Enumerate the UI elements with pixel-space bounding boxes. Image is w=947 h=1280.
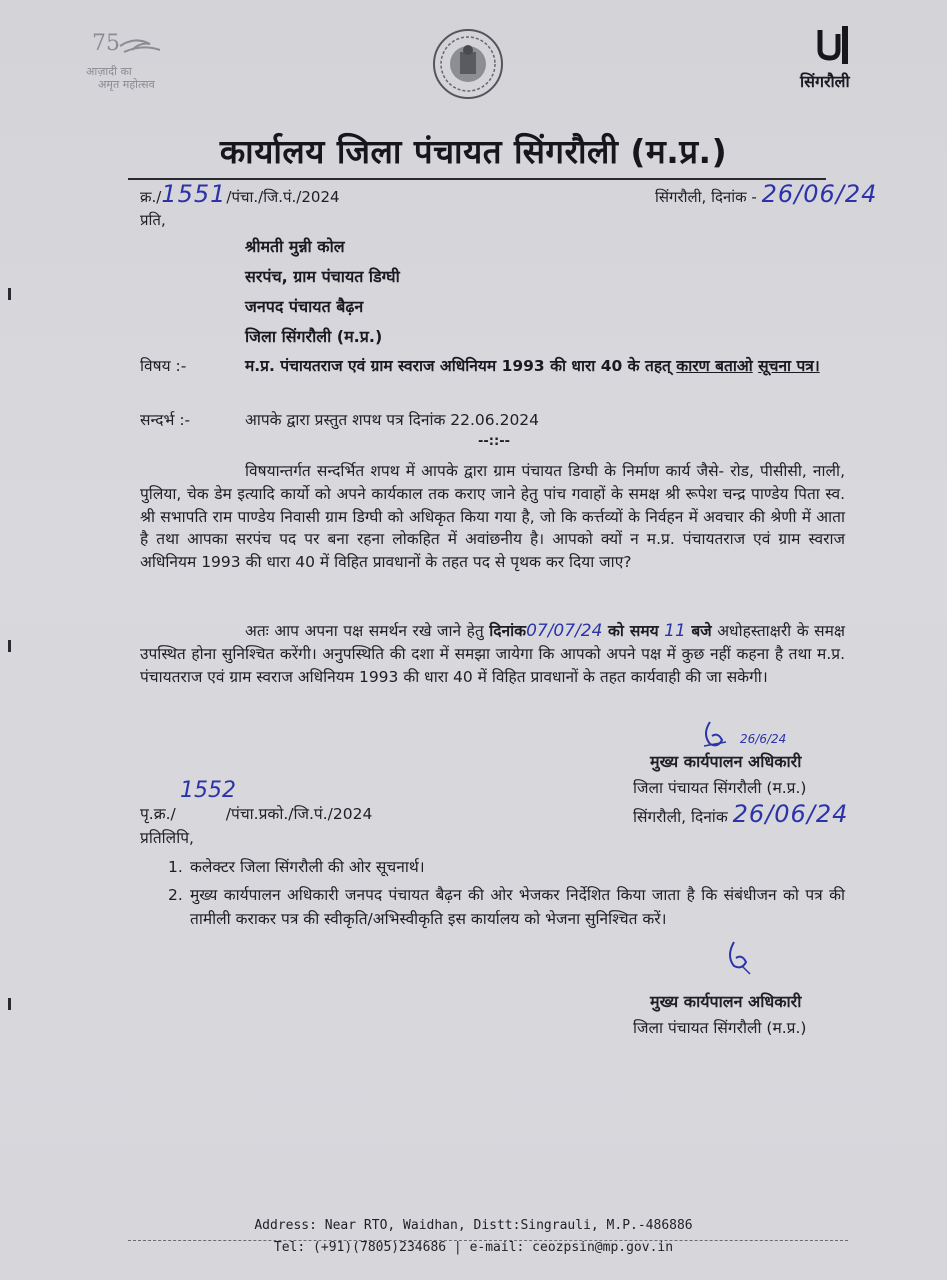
reference-text: आपके द्वारा प्रस्तुत शपथ पत्र दिनांक 22.06.2024 bbox=[245, 411, 540, 429]
signature-2-designation: मुख्य कार्यपालन अधिकारी bbox=[650, 992, 802, 1011]
azadi-logo-icon bbox=[80, 28, 170, 64]
copy-ref-number-handwritten: 1552 bbox=[180, 778, 236, 803]
cc-item-1-num: 1. bbox=[168, 858, 183, 876]
cc-item-2 bbox=[168, 884, 845, 931]
cc-item-1-text: कलेक्टर जिला सिंगरौली की ओर सूचनार्थ। bbox=[190, 858, 425, 876]
cc-label: प्रतिलिपि, bbox=[140, 829, 194, 847]
azadi-logo-line1: आज़ादी का bbox=[86, 65, 132, 78]
subject-label: विषय :- bbox=[140, 357, 187, 375]
addressee-line2: सरपंच, ग्राम पंचायत डिग्घी bbox=[245, 267, 400, 286]
subject-text-part1: म.प्र. पंचायतराज एवं ग्राम स्वराज अधिनियम 1993 की धारा 40 के तहत् bbox=[245, 357, 671, 375]
body-paragraph-2 bbox=[140, 620, 845, 688]
p2-part1: अतः आप अपना पक्ष समर्थन रखे जाने हेतु bbox=[245, 622, 484, 640]
svg-text:75: 75 bbox=[92, 31, 120, 56]
footer-address: Address: Near RTO, Waidhan, Distt:Singrauli, M.P.-486886 bbox=[254, 1218, 693, 1233]
singrauli-logo-label: सिंगरौली bbox=[800, 72, 850, 91]
edge-mark bbox=[8, 288, 11, 300]
footer-contact: Tel: (+91)(7805)234686 | e-mail: ceozpsin@mp.gov.in bbox=[273, 1240, 674, 1255]
state-emblem-icon bbox=[430, 26, 506, 102]
state-emblem bbox=[430, 26, 506, 102]
singrauli-logo bbox=[810, 24, 860, 66]
office-title: कार्यालय जिला पंचायत सिंगरौली (म.प्र.) bbox=[219, 132, 728, 171]
cc-item-2-text: मुख्य कार्यपालन अधिकारी जनपद पंचायत बैढ़न की ओर भेजकर निर्देशित किया जाता है कि संबंधीजन को पत्र की तामीली कराकर पत्र की स्वीकृति/अभिस्वीकृति इस कार्यालय को भेजना सुनिश्चित करें। bbox=[190, 886, 845, 928]
subject-text bbox=[245, 354, 850, 378]
cc-item-2-num: 2. bbox=[168, 886, 183, 904]
reference-label: सन्दर्भ :- bbox=[140, 411, 191, 429]
to-label: प्रति, bbox=[140, 211, 166, 229]
signature-1-office: जिला पंचायत सिंगरौली (म.प्र.) bbox=[633, 779, 807, 797]
singrauli-logo-icon bbox=[810, 24, 860, 66]
addressee-line3: जनपद पंचायत बैढ़न bbox=[245, 297, 364, 316]
copy-date-line bbox=[633, 800, 849, 828]
azadi-logo bbox=[80, 28, 190, 90]
signature-1-designation: मुख्य कार्यपालन अधिकारी bbox=[650, 752, 802, 771]
copy-date-label: सिंगरौली, दिनांक bbox=[633, 808, 728, 826]
title-divider bbox=[128, 178, 826, 180]
azadi-logo-line2: अमृत महोत्सव bbox=[98, 78, 155, 91]
ref-suffix: /पंचा./जि.पं./2024 bbox=[226, 188, 340, 206]
ref-date-line bbox=[655, 180, 878, 208]
copy-ref-suffix: /पंचा.प्रको./जि.पं./2024 bbox=[225, 805, 373, 823]
subject-text-part2: कारण बताओ bbox=[676, 357, 753, 375]
ref-number-line bbox=[140, 180, 340, 208]
addressee-line4: जिला सिंगरौली (म.प्र.) bbox=[245, 327, 383, 346]
separator: --::-- bbox=[478, 434, 510, 449]
signature-2-icon bbox=[722, 938, 762, 978]
p2-time-handwritten: 11 bbox=[664, 621, 686, 641]
body-paragraph-1-text: विषयान्तर्गत सन्दर्भित शपथ में आपके द्वारा ग्राम पंचायत डिग्घी के निर्माण कार्य जैसे- रोड, पीसीसी, नाली, पुलिया, चेक डेम इत्यादि कार्यो को अपने कार्यकाल तक कराए जाने हेतु पांच गवाहों के समक्ष श्री रूपेश चन्द्र पाण्डेय पिता स्व. श्री सभापति राम पाण्डेय निवासी ग्राम डिग्घी को अधिकृत किया गया है, जो कि कर्त्तव्यों के निर्वहन में अवचार की श्रेणी में आता है तथा आपका सरपंच पद पर बना रहना लोकहित में अवांछनीय है। आपको क्यों न म.प्र. पंचायतराज एवं ग्राम स्वराज अधिनियम 1993 की धारा 40 में विहित प्रावधानों के तहत पद से पृथक कर दिया जाए? bbox=[140, 462, 845, 572]
copy-ref-line bbox=[140, 804, 372, 824]
p2-date-label: दिनांक bbox=[489, 622, 527, 640]
p2-time-label: को समय bbox=[607, 622, 659, 640]
signature-1-date: 26/6/24 bbox=[740, 732, 787, 746]
subject-text-part3: सूचना पत्र। bbox=[758, 357, 820, 375]
addressee-name: श्रीमती मुन्नी कोल bbox=[245, 237, 345, 256]
copy-date-handwritten: 26/06/24 bbox=[732, 800, 849, 828]
edge-mark bbox=[8, 998, 11, 1010]
ref-date-label: सिंगरौली, दिनांक - bbox=[655, 188, 757, 206]
ref-number-handwritten: 1551 bbox=[161, 180, 227, 208]
cc-item-1 bbox=[168, 856, 845, 880]
p2-part2: अधोहस्ताक्षरी के समक्ष उपस्थित होना सुनिश्चित करेंगी। अनुपस्थिति की दशा में समझा जायेगा कि आपको अपने पक्ष में कुछ नहीं कहना है तथा म.प्र. पंचायतराज एवं ग्राम स्वराज अधिनियम 1993 की धारा 40 में विहित प्रावधानों के तहत कार्यवाही की जा सकेगी। bbox=[140, 622, 845, 686]
signature-2-office: जिला पंचायत सिंगरौली (म.प्र.) bbox=[633, 1019, 807, 1037]
ref-date-handwritten: 26/06/24 bbox=[761, 180, 878, 208]
edge-mark bbox=[8, 640, 11, 652]
signature-2-mark bbox=[722, 938, 762, 978]
ref-prefix: क्र./ bbox=[140, 188, 162, 206]
body-paragraph-1 bbox=[140, 460, 845, 574]
p2-date-handwritten: 07/07/24 bbox=[526, 621, 603, 641]
p2-hours-label: बजे bbox=[691, 622, 712, 640]
addressee-block bbox=[245, 232, 400, 352]
copy-ref-prefix: पृ.क्र./ bbox=[140, 805, 176, 823]
